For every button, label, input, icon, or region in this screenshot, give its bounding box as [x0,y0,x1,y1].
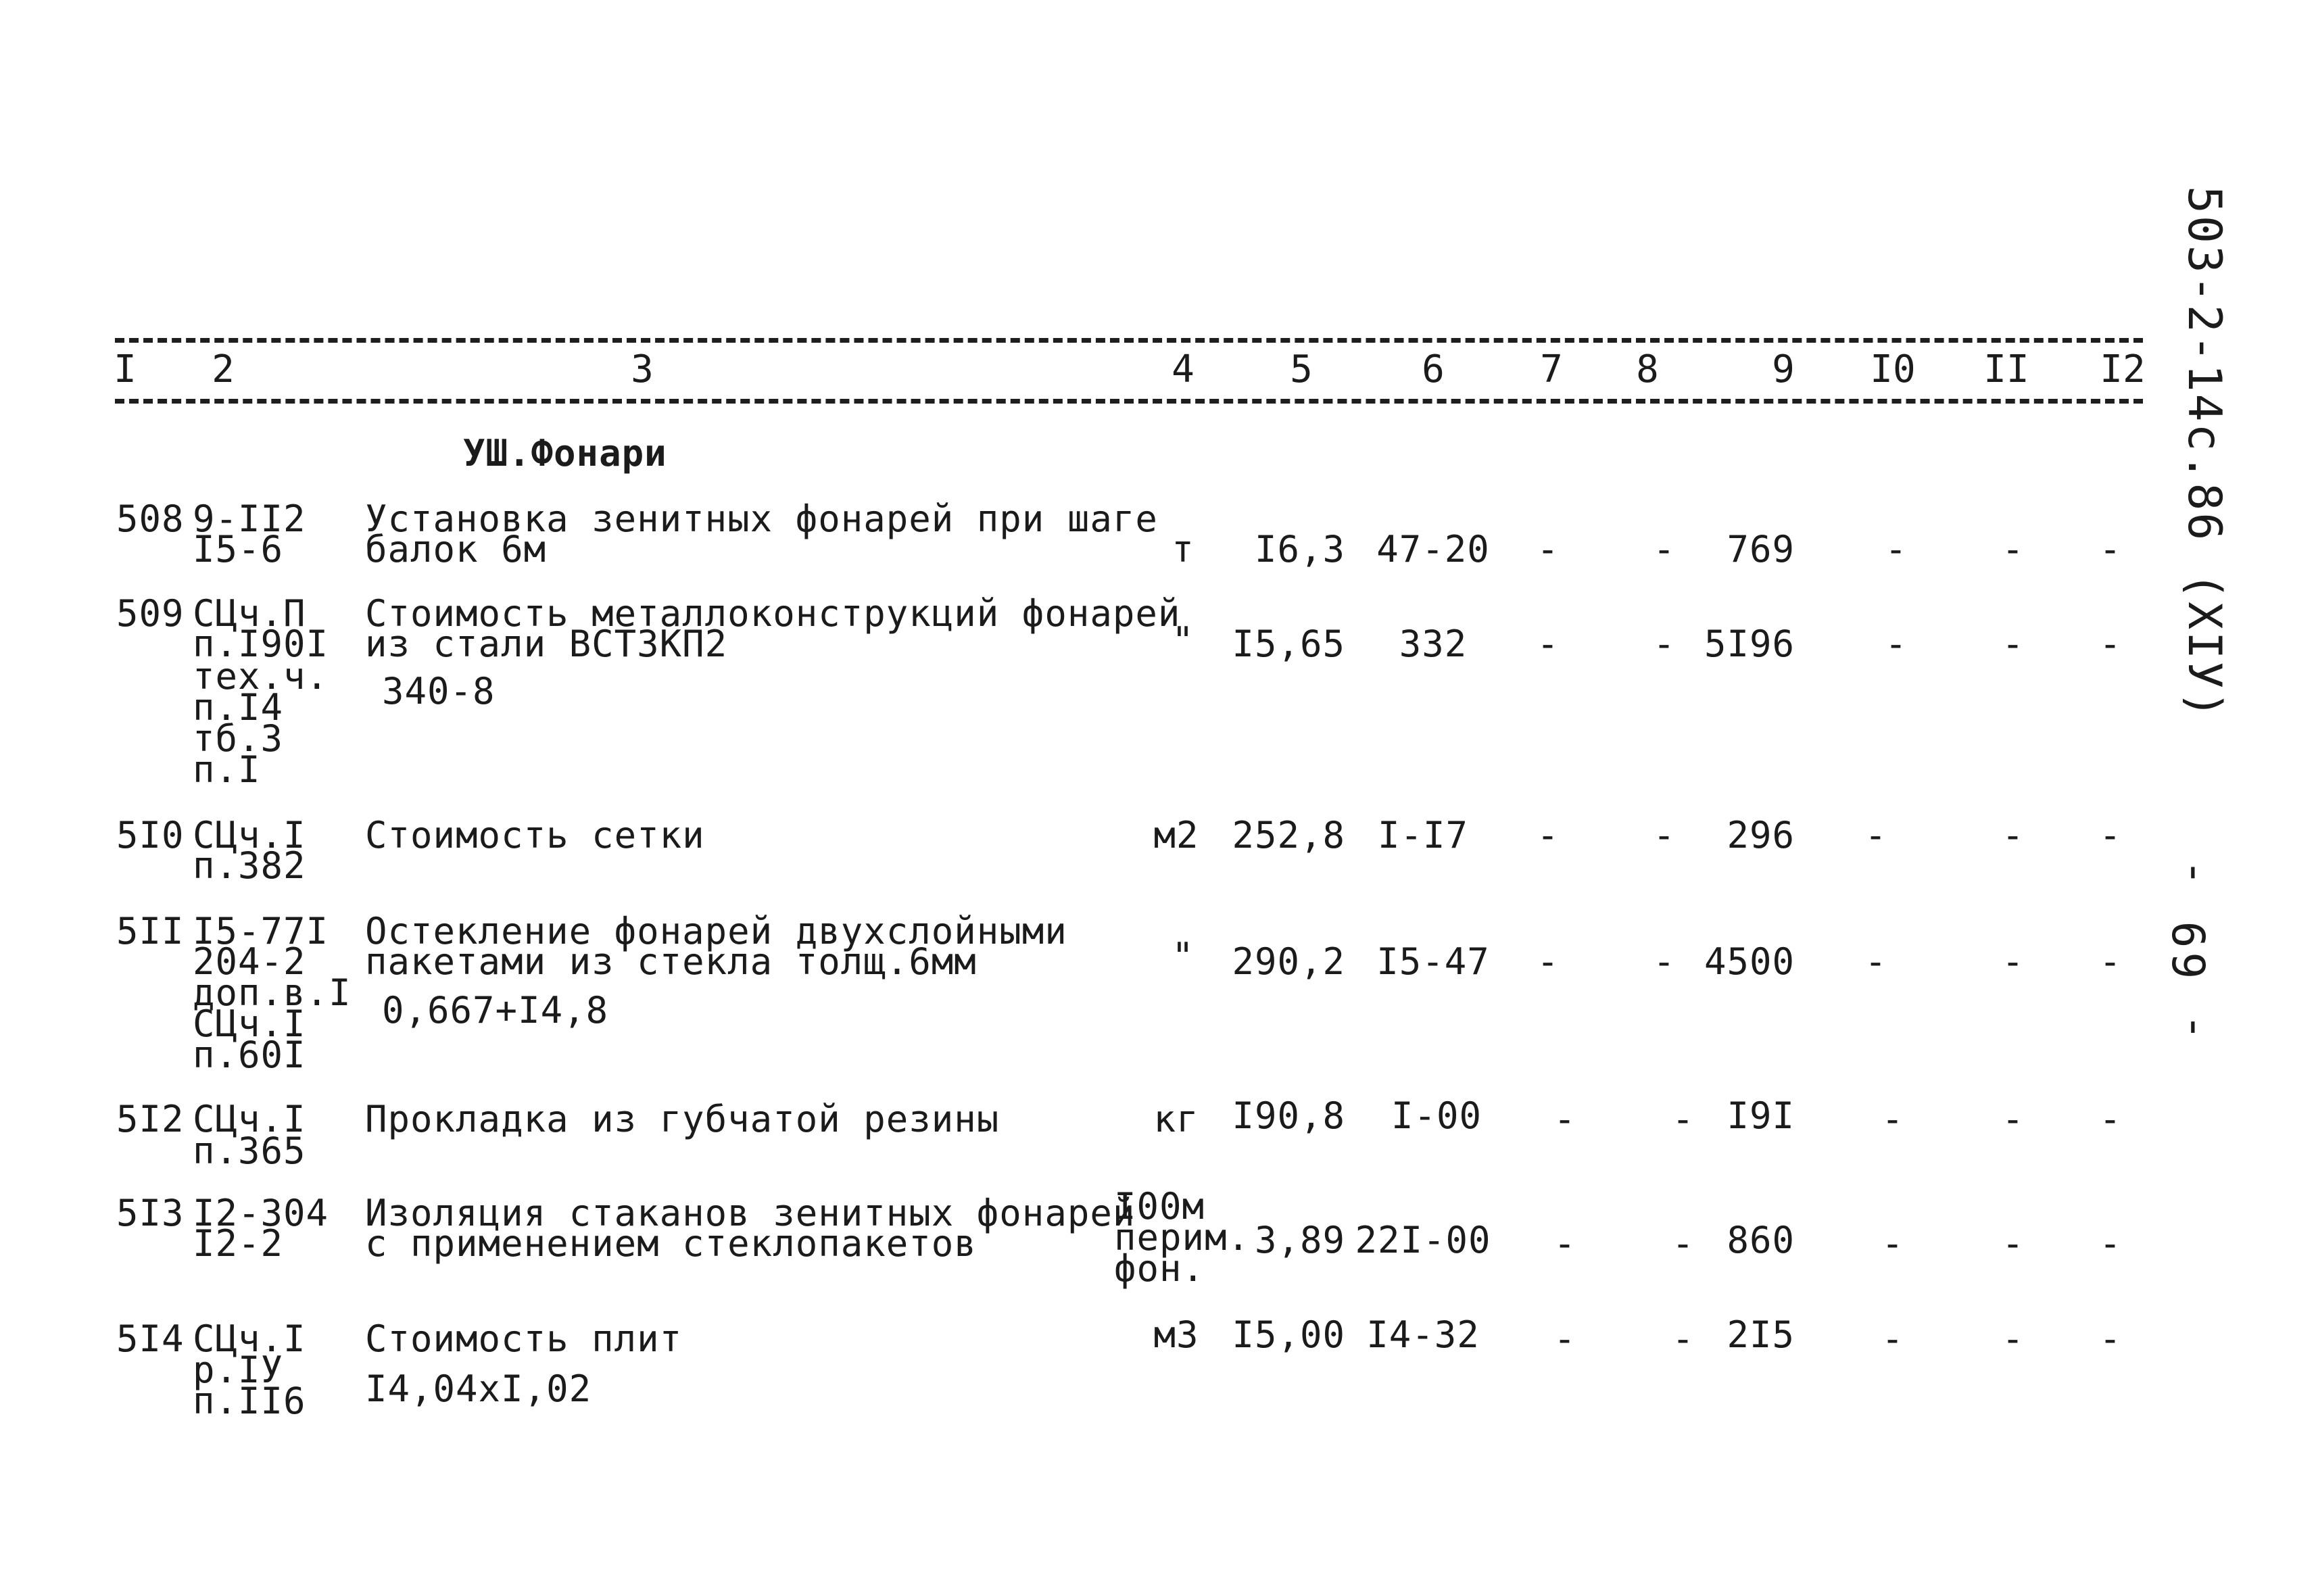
total-cost: 296 [1727,814,1795,856]
norm-reference: п.365 [193,1130,306,1172]
quantity: 290,2 [1232,940,1345,983]
work-description: из стали ВСТЗКП2 [365,623,728,665]
calculation-note: I4,04хI,02 [365,1368,592,1410]
empty-cell: - [1553,1317,1576,1360]
unit: т [1172,528,1195,571]
empty-cell: - [2099,1098,2122,1140]
norm-reference: СЦч.I [193,1002,306,1045]
column-header: 2 [212,347,235,391]
column-header: 8 [1636,347,1659,391]
empty-cell: - [1653,814,1676,856]
header-rule-top [115,338,2143,343]
total-cost: 5I96 [1704,623,1795,665]
empty-cell: - [2002,528,2025,571]
total-cost: 4500 [1704,940,1795,983]
norm-reference: п.II6 [193,1380,306,1422]
empty-cell: - [2002,814,2025,856]
total-cost: 860 [1727,1219,1795,1261]
quantity: I90,8 [1232,1094,1345,1137]
row-number: 5I3 [116,1192,185,1234]
empty-cell: - [1881,1317,1904,1360]
work-description: Стоимость металлоконструкций фонарей [365,592,1181,635]
unit: перим. [1114,1216,1251,1259]
norm-reference: доп.в.I [193,971,352,1014]
norm-reference: п.60I [193,1034,306,1076]
norm-reference: п.I4 [193,686,284,729]
unit: м2 [1153,814,1199,856]
unit-price: 332 [1399,623,1468,665]
norm-reference: тех.ч. [193,655,329,698]
empty-cell: - [1881,1222,1904,1265]
empty-cell: - [2002,1222,2025,1265]
row-number: 508 [116,498,185,540]
empty-cell: - [1885,528,1908,571]
empty-cell: - [1653,528,1676,571]
column-header: II [1983,347,2029,391]
norm-reference: СЦч.I [193,1317,306,1360]
column-header: I2 [2100,347,2146,391]
norm-reference: СЦч.I [193,1098,306,1140]
empty-cell: - [1881,1098,1904,1140]
quantity: 252,8 [1232,814,1345,856]
norm-reference: п.I [193,748,261,791]
work-description: пакетами из стекла толщ.6мм [365,940,977,983]
norm-reference: 204-2 [193,940,306,983]
row-number: 5I0 [116,814,185,856]
column-header: 3 [631,347,654,391]
unit-price: 22I-00 [1355,1219,1491,1261]
unit-price: I-00 [1391,1094,1482,1137]
empty-cell: - [1864,814,1887,856]
unit-price: I-I7 [1377,814,1469,856]
column-header: 6 [1422,347,1445,391]
unit: " [1172,619,1195,662]
norm-reference: р.IУ [193,1349,284,1391]
work-description: с применением стеклопакетов [365,1222,977,1265]
norm-reference: тб.3 [193,717,284,760]
norm-reference: СЦч.I [193,814,306,856]
empty-cell: - [1864,940,1887,983]
work-description: балок 6м [365,528,547,571]
header-rule-bottom [115,399,2143,404]
column-header: 7 [1540,347,1563,391]
row-number: 5I2 [116,1098,185,1140]
section-title: УШ.Фонари [463,432,667,475]
page-number: - 69 - [2164,855,2216,1041]
calculation-note: 0,667+I4,8 [382,989,609,1032]
empty-cell: - [1653,940,1676,983]
empty-cell: - [2099,623,2122,665]
quantity: 3,89 [1254,1219,1345,1261]
column-header: 9 [1772,347,1795,391]
empty-cell: - [2002,940,2025,983]
empty-cell: - [1553,1098,1576,1140]
empty-cell: - [1537,623,1560,665]
unit-price: 47-20 [1376,528,1490,571]
total-cost: I9I [1727,1094,1795,1137]
document-code: 503-2-14с.86 (XIУ) [2177,186,2231,721]
total-cost: 2I5 [1727,1313,1795,1356]
empty-cell: - [2002,1317,2025,1360]
empty-cell: - [1672,1098,1695,1140]
row-number: 5II [116,910,185,952]
quantity: I6,3 [1254,528,1345,571]
empty-cell: - [1672,1222,1695,1265]
unit: " [1172,935,1195,977]
quantity: I5,00 [1232,1313,1345,1356]
column-header: I [114,347,137,391]
quantity: I5,65 [1232,623,1345,665]
norm-reference: СЦч.П [193,592,306,635]
work-description: Стоимость сетки [365,814,705,856]
row-number: 509 [116,592,185,635]
column-header: I0 [1870,347,1916,391]
norm-reference: п.I90I [193,623,329,665]
unit: м3 [1153,1313,1199,1356]
norm-reference: I5-77I [193,910,329,952]
row-number: 5I4 [116,1317,185,1360]
empty-cell: - [2002,1098,2025,1140]
empty-cell: - [1537,814,1560,856]
empty-cell: - [1653,623,1676,665]
empty-cell: - [1537,528,1560,571]
norm-reference: I2-2 [193,1222,284,1265]
empty-cell: - [2099,814,2122,856]
column-header: 5 [1290,347,1313,391]
empty-cell: - [1672,1317,1695,1360]
empty-cell: - [2099,1222,2122,1265]
empty-cell: - [2099,528,2122,571]
unit: I00м [1114,1185,1205,1228]
work-description: Стоимость плит [365,1317,683,1360]
work-description: Установка зенитных фонарей при шаге [365,498,1158,540]
work-description: Изоляция стаканов зенитных фонарей [365,1192,1136,1234]
unit-price: I5-47 [1376,940,1490,983]
empty-cell: - [1885,623,1908,665]
work-description: Прокладка из губчатой резины [365,1098,1000,1140]
empty-cell: - [1537,940,1560,983]
empty-cell: - [2099,1317,2122,1360]
work-description: Остекление фонарей двухслойными [365,910,1067,952]
column-header: 4 [1172,347,1195,391]
total-cost: 769 [1727,528,1795,571]
norm-reference: I2-304 [193,1192,329,1234]
empty-cell: - [2002,623,2025,665]
calculation-note: 340-8 [382,670,496,712]
unit: фон. [1114,1247,1205,1290]
norm-reference: I5-6 [193,528,284,571]
unit: кг [1153,1098,1199,1140]
norm-reference: 9-II2 [193,498,306,540]
norm-reference: п.382 [193,844,306,887]
unit-price: I4-32 [1366,1313,1480,1356]
empty-cell: - [2099,940,2122,983]
empty-cell: - [1553,1222,1576,1265]
